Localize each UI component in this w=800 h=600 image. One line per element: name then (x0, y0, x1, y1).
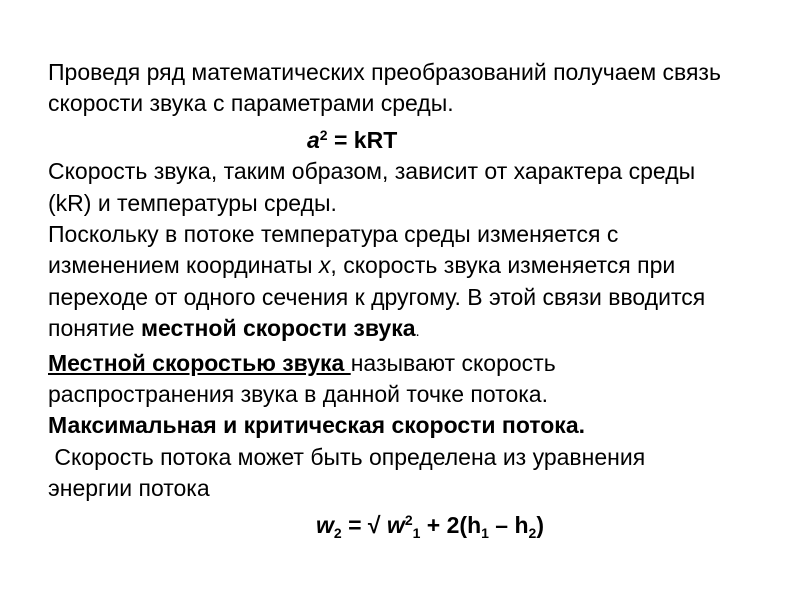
eq2-w1-sub: 1 (412, 524, 421, 541)
eq2-close: ) (536, 511, 545, 538)
paragraph-3-line-2 (48, 250, 768, 281)
eq1-exponent: 2 (319, 126, 328, 143)
paragraph-3-line-3: переходе от одного сечения к другому. В этой связи вводится (48, 283, 706, 310)
definition-rest: называют скорость (350, 349, 556, 376)
paragraph-2-line-1: Скорость звука, таким образом, зависит от характера среды (48, 158, 696, 185)
p3l2-a: изменением координаты (48, 252, 319, 279)
eq2-plus: + 2(h (420, 511, 482, 538)
slide-text-block (48, 57, 768, 549)
eq2-w2: w (316, 511, 334, 538)
equation-sound-speed (48, 120, 768, 156)
eq2-h1-sub: 1 (481, 524, 489, 541)
eq2-w1: w (386, 511, 405, 538)
eq2-eq: = √ (341, 511, 387, 538)
eq2-minus: – h (488, 511, 529, 538)
eq1-rest: = kRT (327, 126, 398, 153)
paragraph-2-line-2: (kR) и температуры среды. (48, 189, 337, 216)
equation-flow-speed (48, 505, 768, 549)
p3l4-period: . (415, 323, 420, 341)
p3l2-b: , скорость звука изменяется при (330, 252, 676, 279)
eq2-w2-sub: 2 (333, 524, 342, 541)
p3l2-x: x (318, 252, 331, 279)
paragraph-4-line-1: Скорость потока может быть определена из уравнения (48, 443, 646, 470)
paragraph-3-line-4 (48, 313, 768, 347)
paragraph-3-line-1: Поскольку в потоке температура среды изменяется с (48, 221, 619, 248)
paragraph-1-line-2: скорости звука с параметрами среды. (48, 90, 454, 117)
paragraph-1-line-1: Проведя ряд математических преобразований получаем связь (48, 59, 721, 85)
definition-term: Местной скоростью звука (48, 349, 351, 376)
definition-line-1 (48, 348, 768, 379)
eq2-w1-sup: 2 (404, 511, 413, 528)
paragraph-4-line-2: энергии потока (48, 475, 210, 502)
section-heading: Максимальная и критическая скорости потока. (48, 412, 585, 439)
p3l4-a: понятие (48, 315, 141, 342)
eq1-a: a (307, 126, 320, 153)
definition-line-2: распространения звука в данной точке потока. (48, 381, 548, 408)
eq2-h2-sub: 2 (528, 524, 537, 541)
p3l4-term: местной скорости звука (140, 315, 416, 342)
